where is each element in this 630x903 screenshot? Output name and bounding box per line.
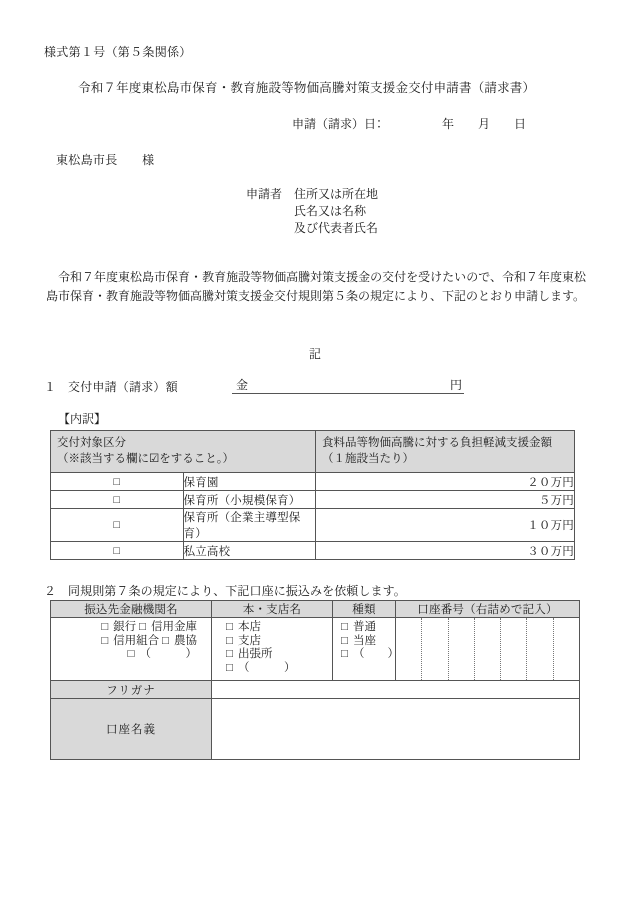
header-branch-name: 本・支店名: [212, 601, 333, 618]
checkbox-icon[interactable]: □: [162, 634, 169, 647]
account-digit-box[interactable]: [422, 618, 448, 680]
checkbox-icon[interactable]: □: [139, 621, 146, 633]
document-title: 令和７年度東松島市保育・教育施設等物価高騰対策支援金交付申請書（請求書）: [78, 81, 536, 95]
bank-option-nokyo[interactable]: [162, 635, 197, 649]
type-option-other[interactable]: [341, 648, 399, 662]
applicant-line-name: 氏名又は名称: [294, 204, 367, 218]
account-digit-box[interactable]: [554, 618, 579, 680]
body-paragraph: 令和７年度東松島市保育・教育施設等物価高騰対策支援金の交付を受けたいので、令和７年度東松島市保育・教育施設等物価高騰対策支援金交付規則第５条の規定により、下記のとおり申請します。: [46, 270, 586, 303]
header-account-type: 種類: [333, 601, 396, 618]
account-digit-box[interactable]: [501, 618, 527, 680]
applicant-label: 申請者: [246, 187, 283, 201]
header-bank-name: 振込先金融機関名: [51, 601, 212, 618]
header-account-number: 口座番号（右詰めで記入）: [396, 601, 580, 618]
checkbox-icon[interactable]: □: [101, 634, 109, 647]
bank-account-table: [50, 600, 580, 760]
applicant-row-address[interactable]: [246, 186, 378, 203]
application-date-field[interactable]: 申請（請求）日： 年 月 日: [292, 117, 527, 131]
amount-shiritsu-koko: ３０万円: [316, 542, 575, 560]
category-shiritsu-koko: 私立高校: [183, 542, 316, 560]
applicant-row-name[interactable]: [246, 203, 378, 220]
account-type-cell: [333, 618, 399, 681]
account-digit-box[interactable]: [527, 618, 553, 680]
item2-label: 同規則第７条の規定により、下記口座に振込みを依頼します。: [68, 584, 406, 598]
breakdown-table-header-row: [51, 431, 575, 473]
category-hoikusho-shokibo: 保育所（小規模保育）: [183, 491, 316, 509]
item1-label: 交付申請（請求）額: [68, 380, 178, 394]
header-category-line2: （※該当する欄に☑をすること。）: [57, 453, 235, 465]
table-row: [51, 473, 575, 491]
bank-table-header-row: [51, 601, 580, 618]
applicant-line-address: 住所又は所在地: [294, 187, 379, 201]
checkbox-icon[interactable]: □: [341, 621, 348, 633]
header-category-line1: 交付対象区分: [57, 437, 126, 449]
branch-option-label: 支店: [237, 634, 261, 647]
bank-option-list: [51, 618, 211, 665]
bank-option-label: 農協: [174, 634, 197, 647]
bank-option-label: 信用組合: [113, 634, 160, 647]
checkbox-icon[interactable]: □: [226, 648, 233, 660]
bank-table-body: [51, 618, 580, 760]
type-option-list: [333, 618, 399, 665]
branch-option-label: 本店: [237, 621, 261, 633]
account-holder-row: [51, 699, 580, 760]
branch-option-label: 出張所: [237, 648, 273, 660]
amount-input-field[interactable]: [232, 376, 464, 394]
bank-option-shinyokumiai[interactable]: [101, 635, 159, 649]
bank-option-other[interactable]: [128, 648, 197, 662]
applicant-line-representative: 及び代表者氏名: [294, 221, 379, 235]
type-option-label: 普通: [352, 621, 376, 633]
breakdown-table: [50, 430, 575, 560]
breakdown-table-body: [51, 473, 575, 560]
checkbox-hoikusho-kigyo[interactable]: □: [51, 509, 184, 542]
furigana-row: [51, 681, 580, 699]
branch-name-cell: [212, 618, 333, 681]
item1-number: １: [44, 380, 57, 394]
checkbox-hoikusho-shokibo[interactable]: □: [51, 491, 184, 509]
breakdown-heading: 【内訳】: [58, 412, 107, 426]
header-amount-column: [316, 431, 575, 473]
checkbox-icon[interactable]: □: [226, 634, 233, 647]
branch-option-honten[interactable]: [226, 621, 332, 635]
branch-option-label: （ ）: [237, 661, 296, 674]
account-holder-input[interactable]: [212, 699, 580, 760]
account-digit-box[interactable]: [396, 618, 422, 680]
bank-option-label: 信用金庫: [151, 621, 197, 633]
header-amount-line2: （１施設当たり）: [322, 453, 414, 465]
applicant-block: [246, 186, 378, 237]
account-number-digit-boxes[interactable]: [396, 618, 579, 680]
category-hoikuen: 保育園: [183, 473, 316, 491]
checkbox-icon[interactable]: □: [341, 634, 348, 647]
addressee: 東松島市長 様: [56, 153, 155, 167]
checkbox-icon[interactable]: □: [226, 661, 233, 674]
branch-option-list: [212, 618, 332, 678]
table-row: [51, 491, 575, 509]
type-option-label: 当座: [352, 634, 376, 647]
account-digit-box[interactable]: [475, 618, 501, 680]
furigana-label: フリガナ: [51, 681, 212, 699]
bank-option-label: 銀行: [113, 621, 137, 633]
header-amount-line1: 食料品等物価高騰に対する負担軽減支援金額: [322, 437, 552, 449]
branch-option-shiten[interactable]: [226, 635, 332, 649]
item2-number: ２: [44, 584, 57, 598]
ki-marker: 記: [308, 347, 321, 361]
account-holder-label: 口座名義: [51, 699, 212, 760]
bank-name-cell: [51, 618, 212, 681]
branch-option-other[interactable]: [226, 662, 332, 676]
table-row: [51, 509, 575, 542]
checkbox-hoikuen[interactable]: □: [51, 473, 184, 491]
checkbox-icon[interactable]: □: [226, 621, 233, 633]
applicant-row-representative[interactable]: [246, 220, 378, 237]
amount-suffix: 円: [449, 378, 462, 392]
type-option-futsu[interactable]: [341, 621, 395, 635]
bank-options-row: [51, 618, 580, 681]
amount-hoikusho-kigyo: １０万円: [316, 509, 575, 542]
bank-option-ginko[interactable]: [101, 621, 136, 635]
header-category-column: [51, 431, 316, 473]
checkbox-icon[interactable]: □: [127, 648, 135, 660]
amount-hoikusho-shokibo: ５万円: [316, 491, 575, 509]
form-number: 様式第１号（第５条関係）: [44, 45, 192, 59]
category-hoikusho-kigyo: 保育所（企業主導型保育）: [183, 509, 316, 542]
account-digit-box[interactable]: [449, 618, 475, 680]
bank-option-shinyokinko[interactable]: [139, 621, 197, 635]
type-option-label: （ ）: [352, 648, 399, 660]
checkbox-shiritsu-koko[interactable]: □: [51, 542, 184, 560]
checkbox-icon[interactable]: □: [101, 621, 109, 633]
furigana-input[interactable]: [212, 681, 580, 699]
type-option-toza[interactable]: [341, 635, 395, 649]
bank-option-label: （ ）: [139, 648, 197, 660]
branch-option-shutchojo[interactable]: [226, 648, 332, 662]
amount-prefix: 金: [236, 378, 249, 392]
account-number-cell[interactable]: [396, 618, 580, 681]
amount-hoikuen: ２０万円: [316, 473, 575, 491]
table-row: [51, 542, 575, 560]
checkbox-icon[interactable]: □: [341, 648, 348, 660]
